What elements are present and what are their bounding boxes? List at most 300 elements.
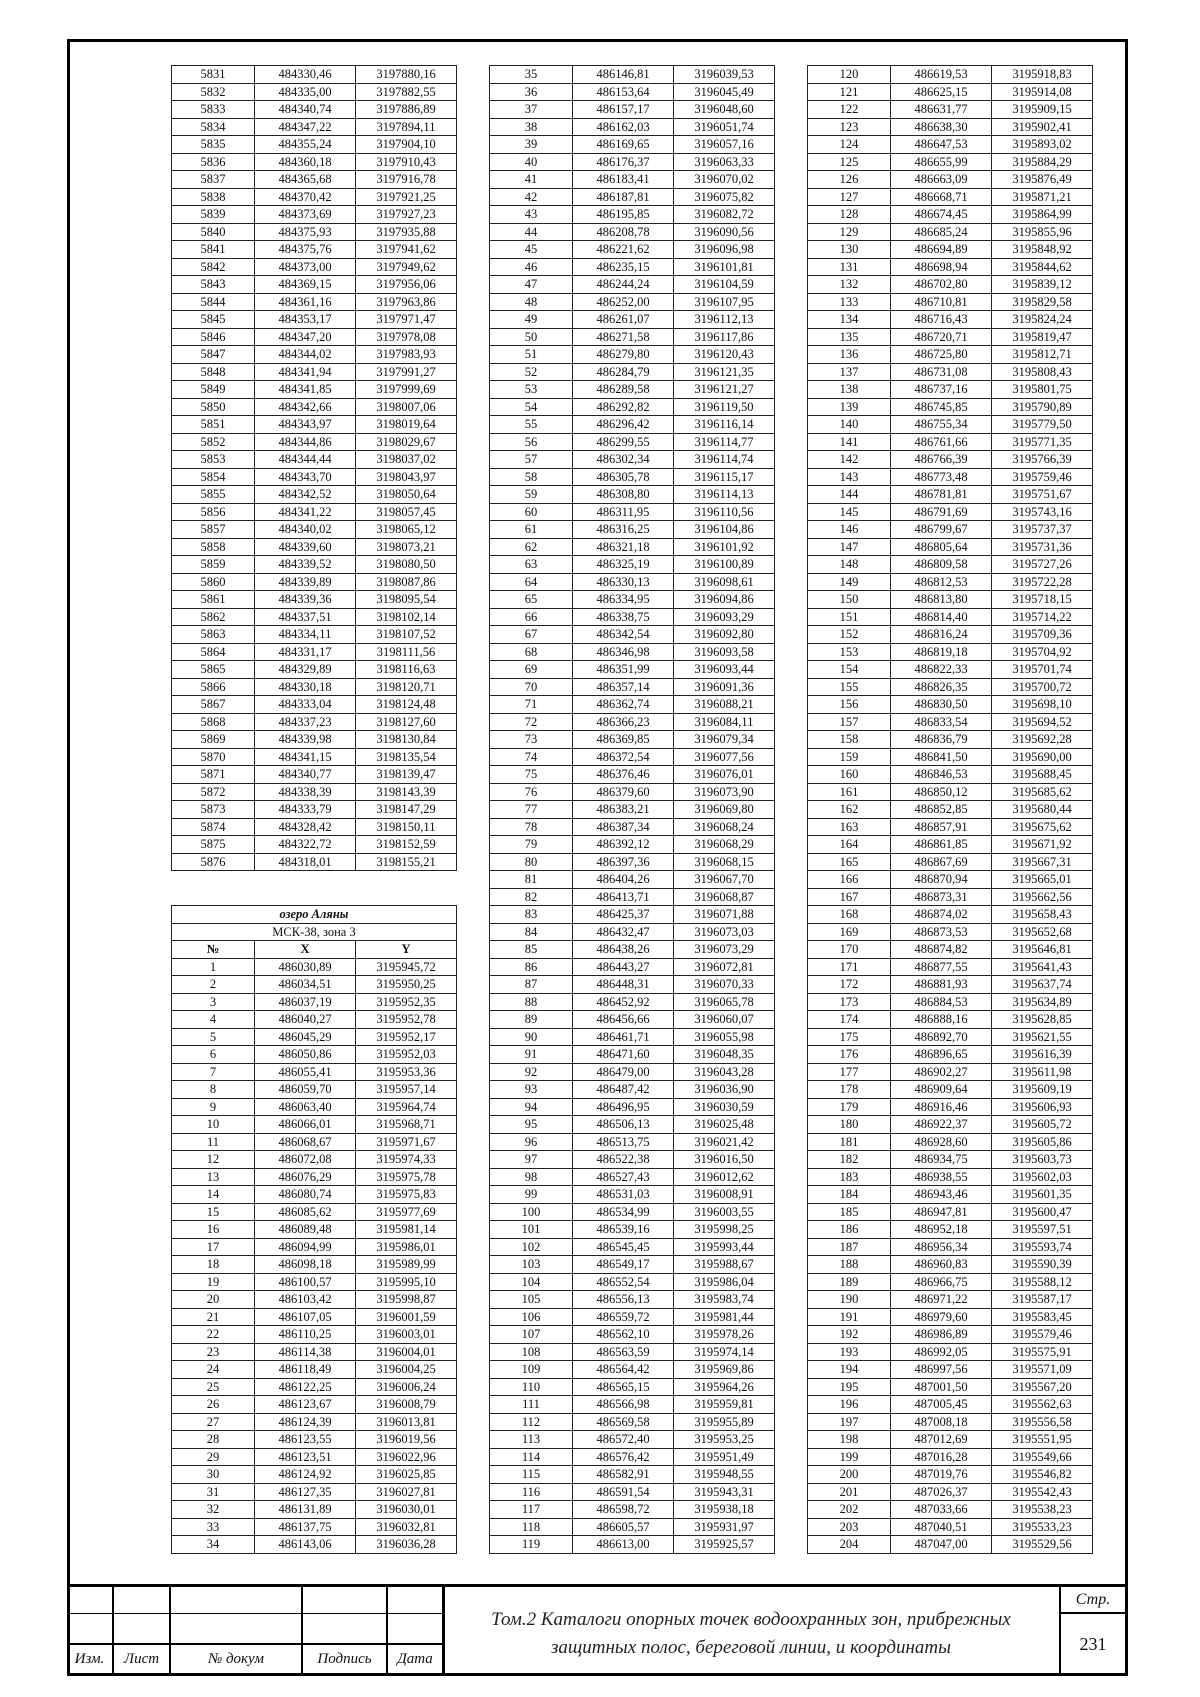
table-row bbox=[490, 206, 775, 224]
table-row bbox=[172, 486, 457, 504]
coord-x-cell: 484318,01 bbox=[255, 854, 356, 871]
coord-y-cell: 3196073,03 bbox=[674, 924, 775, 941]
point-number-cell: 30 bbox=[172, 1466, 255, 1483]
table-row bbox=[490, 784, 775, 802]
coord-y-cell: 3195893,02 bbox=[992, 136, 1093, 153]
point-number-cell: 40 bbox=[490, 154, 573, 171]
coord-y-cell: 3195766,39 bbox=[992, 451, 1093, 468]
point-number-cell: 178 bbox=[808, 1081, 891, 1098]
coord-y-cell: 3196030,59 bbox=[674, 1099, 775, 1116]
coord-x-cell: 486556,13 bbox=[573, 1291, 674, 1308]
point-number-cell: 94 bbox=[490, 1099, 573, 1116]
coord-y-cell: 3195977,69 bbox=[356, 1204, 457, 1221]
point-number-cell: 155 bbox=[808, 679, 891, 696]
point-number-cell: 26 bbox=[172, 1396, 255, 1413]
point-number-cell: 5867 bbox=[172, 696, 255, 713]
coord-x-cell: 486846,53 bbox=[891, 766, 992, 783]
coord-x-cell: 486877,55 bbox=[891, 959, 992, 976]
coord-y-cell: 3197949,62 bbox=[356, 259, 457, 276]
table-row bbox=[172, 521, 457, 539]
coord-y-cell: 3196027,81 bbox=[356, 1484, 457, 1501]
coord-y-cell: 3196110,56 bbox=[674, 504, 775, 521]
point-number-cell: 36 bbox=[490, 84, 573, 101]
coord-y-cell: 3198143,39 bbox=[356, 784, 457, 801]
table-row bbox=[172, 84, 457, 102]
coord-y-cell: 3195549,66 bbox=[992, 1449, 1093, 1466]
coord-y-cell: 3196070,02 bbox=[674, 171, 775, 188]
coord-y-cell: 3195855,96 bbox=[992, 224, 1093, 241]
point-number-cell: 5868 bbox=[172, 714, 255, 731]
table-row bbox=[172, 1011, 457, 1029]
point-number-cell: 5842 bbox=[172, 259, 255, 276]
point-number-cell: 5876 bbox=[172, 854, 255, 871]
coord-y-cell: 3195988,67 bbox=[674, 1256, 775, 1273]
coord-y-cell: 3195808,43 bbox=[992, 364, 1093, 381]
coord-x-cell: 486647,53 bbox=[891, 136, 992, 153]
table-row bbox=[490, 1081, 775, 1099]
coord-x-cell: 486137,75 bbox=[255, 1519, 356, 1536]
coord-x-cell: 487001,50 bbox=[891, 1379, 992, 1396]
point-number-cell: 5866 bbox=[172, 679, 255, 696]
coord-x-cell: 484343,97 bbox=[255, 416, 356, 433]
table-row bbox=[490, 224, 775, 242]
point-number-cell: 33 bbox=[172, 1519, 255, 1536]
coord-x-cell: 486055,41 bbox=[255, 1064, 356, 1081]
point-number-cell: 5831 bbox=[172, 66, 255, 83]
point-number-cell: 137 bbox=[808, 364, 891, 381]
point-number-cell: 8 bbox=[172, 1081, 255, 1098]
point-number-cell: 197 bbox=[808, 1414, 891, 1431]
coord-y-cell: 3195603,73 bbox=[992, 1151, 1093, 1168]
table-row bbox=[172, 959, 457, 977]
coord-y-cell: 3197916,78 bbox=[356, 171, 457, 188]
table-row bbox=[808, 1274, 1093, 1292]
coord-x-cell: 486813,80 bbox=[891, 591, 992, 608]
coord-y-cell: 3195959,81 bbox=[674, 1396, 775, 1413]
coord-y-cell: 3195587,17 bbox=[992, 1291, 1093, 1308]
coord-y-cell: 3196068,87 bbox=[674, 889, 775, 906]
coord-x-cell: 486674,45 bbox=[891, 206, 992, 223]
coord-y-cell: 3195551,95 bbox=[992, 1431, 1093, 1448]
point-number-cell: 115 bbox=[490, 1466, 573, 1483]
table-row bbox=[490, 661, 775, 679]
coord-x-cell: 486562,10 bbox=[573, 1326, 674, 1343]
coord-x-cell: 486296,42 bbox=[573, 416, 674, 433]
point-number-cell: 43 bbox=[490, 206, 573, 223]
coord-x-cell: 484369,15 bbox=[255, 276, 356, 293]
coord-x-cell: 486833,54 bbox=[891, 714, 992, 731]
table-row bbox=[490, 1466, 775, 1484]
coordinate-system: МСК-38, зона 3 bbox=[172, 924, 457, 941]
coord-y-cell: 3196069,80 bbox=[674, 801, 775, 818]
coord-x-cell: 486379,60 bbox=[573, 784, 674, 801]
coord-x-cell: 486221,62 bbox=[573, 241, 674, 258]
coord-y-cell: 3196003,55 bbox=[674, 1204, 775, 1221]
table-row bbox=[490, 276, 775, 294]
point-number-cell: 133 bbox=[808, 294, 891, 311]
coord-x-cell: 486531,03 bbox=[573, 1186, 674, 1203]
point-number-cell: 196 bbox=[808, 1396, 891, 1413]
table-row bbox=[808, 1379, 1093, 1397]
point-number-cell: 107 bbox=[490, 1326, 573, 1343]
table-row bbox=[490, 1029, 775, 1047]
coord-x-cell: 486716,43 bbox=[891, 311, 992, 328]
coord-x-cell: 486208,78 bbox=[573, 224, 674, 241]
point-number-cell: 31 bbox=[172, 1484, 255, 1501]
point-number-cell: 91 bbox=[490, 1046, 573, 1063]
table-row bbox=[490, 819, 775, 837]
point-number-cell: 87 bbox=[490, 976, 573, 993]
coord-x-cell: 486874,82 bbox=[891, 941, 992, 958]
coord-x-cell: 486997,56 bbox=[891, 1361, 992, 1378]
point-number-cell: 108 bbox=[490, 1344, 573, 1361]
coord-x-cell: 486098,18 bbox=[255, 1256, 356, 1273]
point-number-cell: 5849 bbox=[172, 381, 255, 398]
table-row bbox=[808, 906, 1093, 924]
point-number-cell: 78 bbox=[490, 819, 573, 836]
coord-y-cell: 3198007,06 bbox=[356, 399, 457, 416]
table-row bbox=[490, 346, 775, 364]
point-number-cell: 176 bbox=[808, 1046, 891, 1063]
point-number-cell: 203 bbox=[808, 1519, 891, 1536]
point-number-cell: 5852 bbox=[172, 434, 255, 451]
point-number-cell: 109 bbox=[490, 1361, 573, 1378]
point-number-cell: 60 bbox=[490, 504, 573, 521]
table-row bbox=[172, 1361, 457, 1379]
coord-x-cell: 484329,89 bbox=[255, 661, 356, 678]
coord-y-cell: 3195952,78 bbox=[356, 1011, 457, 1028]
table-row bbox=[490, 1396, 775, 1414]
table-row bbox=[808, 924, 1093, 942]
table-row bbox=[172, 66, 457, 84]
point-number-cell: 45 bbox=[490, 241, 573, 258]
coord-y-cell: 3195964,26 bbox=[674, 1379, 775, 1396]
coord-x-cell: 486438,26 bbox=[573, 941, 674, 958]
coord-y-cell: 3198120,71 bbox=[356, 679, 457, 696]
point-number-cell: 118 bbox=[490, 1519, 573, 1536]
coord-y-cell: 3196004,25 bbox=[356, 1361, 457, 1378]
coord-y-cell: 3196032,81 bbox=[356, 1519, 457, 1536]
coord-y-cell: 3195971,67 bbox=[356, 1134, 457, 1151]
point-number-cell: 135 bbox=[808, 329, 891, 346]
coord-x-cell: 486456,66 bbox=[573, 1011, 674, 1028]
coord-x-cell: 486569,58 bbox=[573, 1414, 674, 1431]
coord-y-cell: 3196068,24 bbox=[674, 819, 775, 836]
point-number-cell: 189 bbox=[808, 1274, 891, 1291]
point-number-cell: 5848 bbox=[172, 364, 255, 381]
table-row bbox=[808, 329, 1093, 347]
coord-y-cell: 3195975,78 bbox=[356, 1169, 457, 1186]
coord-x-cell: 486506,13 bbox=[573, 1116, 674, 1133]
coord-x-cell: 486080,74 bbox=[255, 1186, 356, 1203]
coord-y-cell: 3195871,21 bbox=[992, 189, 1093, 206]
table-row bbox=[808, 1046, 1093, 1064]
coord-y-cell: 3197963,86 bbox=[356, 294, 457, 311]
table-row bbox=[172, 1186, 457, 1204]
coord-x-cell: 486311,95 bbox=[573, 504, 674, 521]
point-number-cell: 5838 bbox=[172, 189, 255, 206]
coord-y-cell: 3195680,44 bbox=[992, 801, 1093, 818]
coord-x-cell: 486513,75 bbox=[573, 1134, 674, 1151]
table-row bbox=[808, 574, 1093, 592]
coord-x-cell: 484331,17 bbox=[255, 644, 356, 661]
coord-y-cell: 3196073,90 bbox=[674, 784, 775, 801]
coord-y-cell: 3196019,56 bbox=[356, 1431, 457, 1448]
coord-y-cell: 3195665,01 bbox=[992, 871, 1093, 888]
table-row bbox=[490, 976, 775, 994]
table-row bbox=[808, 1361, 1093, 1379]
point-number-cell: 5855 bbox=[172, 486, 255, 503]
label-change: Изм. bbox=[74, 1651, 105, 1667]
coord-x-cell: 486755,34 bbox=[891, 416, 992, 433]
table-header-row bbox=[172, 941, 457, 959]
coord-x-cell: 486725,80 bbox=[891, 346, 992, 363]
coord-y-cell: 3195628,85 bbox=[992, 1011, 1093, 1028]
table-row bbox=[808, 381, 1093, 399]
coord-x-cell: 486068,67 bbox=[255, 1134, 356, 1151]
point-number-cell: 5847 bbox=[172, 346, 255, 363]
point-number-cell: 5874 bbox=[172, 819, 255, 836]
point-number-cell: 149 bbox=[808, 574, 891, 591]
point-number-cell: 5859 bbox=[172, 556, 255, 573]
coord-y-cell: 3196068,15 bbox=[674, 854, 775, 871]
coord-x-cell: 486302,34 bbox=[573, 451, 674, 468]
coord-y-cell: 3195819,47 bbox=[992, 329, 1093, 346]
coord-x-cell: 486956,34 bbox=[891, 1239, 992, 1256]
table-row bbox=[808, 1064, 1093, 1082]
coord-x-cell: 484341,15 bbox=[255, 749, 356, 766]
point-number-cell: 165 bbox=[808, 854, 891, 871]
coord-x-cell: 486943,46 bbox=[891, 1186, 992, 1203]
coord-x-cell: 486366,23 bbox=[573, 714, 674, 731]
point-number-cell: 13 bbox=[172, 1169, 255, 1186]
point-number-cell: 16 bbox=[172, 1221, 255, 1238]
coord-x-cell: 486591,54 bbox=[573, 1484, 674, 1501]
coord-y-cell: 3196006,24 bbox=[356, 1379, 457, 1396]
coord-y-cell: 3195737,37 bbox=[992, 521, 1093, 538]
table-row bbox=[172, 766, 457, 784]
coord-y-cell: 3195974,33 bbox=[356, 1151, 457, 1168]
table-row bbox=[490, 171, 775, 189]
coord-y-cell: 3195601,35 bbox=[992, 1186, 1093, 1203]
coord-x-cell: 486822,33 bbox=[891, 661, 992, 678]
point-number-cell: 58 bbox=[490, 469, 573, 486]
table-row bbox=[490, 644, 775, 662]
table-row bbox=[490, 1309, 775, 1327]
table-row bbox=[172, 224, 457, 242]
table-row bbox=[172, 1396, 457, 1414]
table-row bbox=[490, 1536, 775, 1554]
table-row bbox=[490, 801, 775, 819]
point-number-cell: 21 bbox=[172, 1309, 255, 1326]
coord-y-cell: 3196101,81 bbox=[674, 259, 775, 276]
point-number-cell: 5834 bbox=[172, 119, 255, 136]
coord-y-cell: 3196072,81 bbox=[674, 959, 775, 976]
coord-y-cell: 3195801,75 bbox=[992, 381, 1093, 398]
point-number-cell: 168 bbox=[808, 906, 891, 923]
point-number-cell: 5858 bbox=[172, 539, 255, 556]
coord-y-cell: 3196048,60 bbox=[674, 101, 775, 118]
table-row bbox=[490, 1326, 775, 1344]
coord-y-cell: 3196013,81 bbox=[356, 1414, 457, 1431]
table-row bbox=[490, 889, 775, 907]
point-number-cell: 44 bbox=[490, 224, 573, 241]
point-number-cell: 124 bbox=[808, 136, 891, 153]
point-number-cell: 28 bbox=[172, 1431, 255, 1448]
lake-name: озеро Аляны bbox=[172, 906, 457, 923]
point-number-cell: 65 bbox=[490, 591, 573, 608]
coord-y-cell: 3197910,43 bbox=[356, 154, 457, 171]
coord-x-cell: 487008,18 bbox=[891, 1414, 992, 1431]
table-row bbox=[172, 819, 457, 837]
point-number-cell: 81 bbox=[490, 871, 573, 888]
point-number-cell: 130 bbox=[808, 241, 891, 258]
point-number-cell: 5850 bbox=[172, 399, 255, 416]
coord-y-cell: 3195583,45 bbox=[992, 1309, 1093, 1326]
coord-x-cell: 486816,24 bbox=[891, 626, 992, 643]
table-row bbox=[808, 1099, 1093, 1117]
point-number-cell: 75 bbox=[490, 766, 573, 783]
table-row bbox=[490, 626, 775, 644]
point-number-cell: 96 bbox=[490, 1134, 573, 1151]
table-row bbox=[172, 1449, 457, 1467]
point-number-cell: 90 bbox=[490, 1029, 573, 1046]
coord-y-cell: 3198155,21 bbox=[356, 854, 457, 871]
point-number-cell: 64 bbox=[490, 574, 573, 591]
coord-y-cell: 3195751,67 bbox=[992, 486, 1093, 503]
coord-x-cell: 486888,16 bbox=[891, 1011, 992, 1028]
point-number-cell: 5840 bbox=[172, 224, 255, 241]
point-number-cell: 153 bbox=[808, 644, 891, 661]
table-row bbox=[490, 924, 775, 942]
table-row bbox=[172, 801, 457, 819]
coord-y-cell: 3195538,23 bbox=[992, 1501, 1093, 1518]
table-row bbox=[172, 644, 457, 662]
point-number-cell: 5833 bbox=[172, 101, 255, 118]
coord-y-cell: 3195884,29 bbox=[992, 154, 1093, 171]
point-number-cell: 191 bbox=[808, 1309, 891, 1326]
stamp-top-line bbox=[67, 1584, 1128, 1587]
table-row bbox=[172, 574, 457, 592]
table-row bbox=[808, 1536, 1093, 1554]
table-row bbox=[172, 1309, 457, 1327]
table-row bbox=[490, 189, 775, 207]
coord-x-cell: 486830,50 bbox=[891, 696, 992, 713]
point-number-cell: 12 bbox=[172, 1151, 255, 1168]
coord-x-cell: 486107,05 bbox=[255, 1309, 356, 1326]
table-row bbox=[172, 1081, 457, 1099]
point-number-cell: 128 bbox=[808, 206, 891, 223]
point-number-cell: 123 bbox=[808, 119, 891, 136]
coord-x-cell: 486694,89 bbox=[891, 241, 992, 258]
coord-x-cell: 484334,11 bbox=[255, 626, 356, 643]
coord-x-cell: 486037,19 bbox=[255, 994, 356, 1011]
table-row bbox=[172, 1151, 457, 1169]
coord-y-cell: 3196045,49 bbox=[674, 84, 775, 101]
point-number-cell: 5864 bbox=[172, 644, 255, 661]
coord-y-cell: 3195983,74 bbox=[674, 1291, 775, 1308]
table-row bbox=[490, 1151, 775, 1169]
point-number-cell: 162 bbox=[808, 801, 891, 818]
header-x: X bbox=[255, 941, 356, 958]
table-row bbox=[808, 66, 1093, 84]
coord-y-cell: 3195993,44 bbox=[674, 1239, 775, 1256]
point-number-cell: 111 bbox=[490, 1396, 573, 1413]
coord-x-cell: 486582,91 bbox=[573, 1466, 674, 1483]
coord-y-cell: 3195597,51 bbox=[992, 1221, 1093, 1238]
coord-y-cell: 3196043,28 bbox=[674, 1064, 775, 1081]
table-row bbox=[172, 1204, 457, 1222]
coord-x-cell: 486432,47 bbox=[573, 924, 674, 941]
point-number-cell: 9 bbox=[172, 1099, 255, 1116]
coord-y-cell: 3195611,98 bbox=[992, 1064, 1093, 1081]
coord-y-cell: 3195978,26 bbox=[674, 1326, 775, 1343]
coord-y-cell: 3195562,63 bbox=[992, 1396, 1093, 1413]
coord-y-cell: 3196084,11 bbox=[674, 714, 775, 731]
coord-x-cell: 484360,18 bbox=[255, 154, 356, 171]
coord-y-cell: 3195876,49 bbox=[992, 171, 1093, 188]
coord-y-cell: 3196073,29 bbox=[674, 941, 775, 958]
point-number-cell: 71 bbox=[490, 696, 573, 713]
coord-x-cell: 486066,01 bbox=[255, 1116, 356, 1133]
coord-y-cell: 3195824,24 bbox=[992, 311, 1093, 328]
coord-x-cell: 486870,94 bbox=[891, 871, 992, 888]
coord-x-cell: 484343,70 bbox=[255, 469, 356, 486]
coord-x-cell: 486040,27 bbox=[255, 1011, 356, 1028]
coord-x-cell: 486761,66 bbox=[891, 434, 992, 451]
coord-y-cell: 3197991,27 bbox=[356, 364, 457, 381]
table-row bbox=[172, 136, 457, 154]
table-row bbox=[808, 1414, 1093, 1432]
coord-x-cell: 484340,02 bbox=[255, 521, 356, 538]
coord-x-cell: 486050,86 bbox=[255, 1046, 356, 1063]
point-number-cell: 5870 bbox=[172, 749, 255, 766]
coord-x-cell: 486720,71 bbox=[891, 329, 992, 346]
coord-y-cell: 3195605,72 bbox=[992, 1116, 1093, 1133]
table-row bbox=[808, 1011, 1093, 1029]
point-number-cell: 143 bbox=[808, 469, 891, 486]
table-row bbox=[490, 836, 775, 854]
coord-x-cell: 486072,08 bbox=[255, 1151, 356, 1168]
coord-x-cell: 484370,42 bbox=[255, 189, 356, 206]
coord-y-cell: 3196004,01 bbox=[356, 1344, 457, 1361]
coord-y-cell: 3196107,95 bbox=[674, 294, 775, 311]
point-number-cell: 68 bbox=[490, 644, 573, 661]
point-number-cell: 57 bbox=[490, 451, 573, 468]
coord-x-cell: 486992,05 bbox=[891, 1344, 992, 1361]
coord-y-cell: 3196063,33 bbox=[674, 154, 775, 171]
table-row bbox=[172, 171, 457, 189]
table-row bbox=[172, 416, 457, 434]
point-number-cell: 27 bbox=[172, 1414, 255, 1431]
point-number-cell: 200 bbox=[808, 1466, 891, 1483]
coord-y-cell: 3196112,13 bbox=[674, 311, 775, 328]
point-number-cell: 129 bbox=[808, 224, 891, 241]
coord-y-cell: 3197978,08 bbox=[356, 329, 457, 346]
point-number-cell: 121 bbox=[808, 84, 891, 101]
coord-x-cell: 486971,22 bbox=[891, 1291, 992, 1308]
coord-y-cell: 3197894,11 bbox=[356, 119, 457, 136]
table-row bbox=[490, 1414, 775, 1432]
coord-x-cell: 486986,89 bbox=[891, 1326, 992, 1343]
coord-x-cell: 486461,71 bbox=[573, 1029, 674, 1046]
coord-y-cell: 3195529,56 bbox=[992, 1536, 1093, 1553]
table-row bbox=[808, 486, 1093, 504]
coord-x-cell: 486118,49 bbox=[255, 1361, 356, 1378]
coord-y-cell: 3196115,17 bbox=[674, 469, 775, 486]
table-row bbox=[808, 451, 1093, 469]
coord-x-cell: 486773,48 bbox=[891, 469, 992, 486]
